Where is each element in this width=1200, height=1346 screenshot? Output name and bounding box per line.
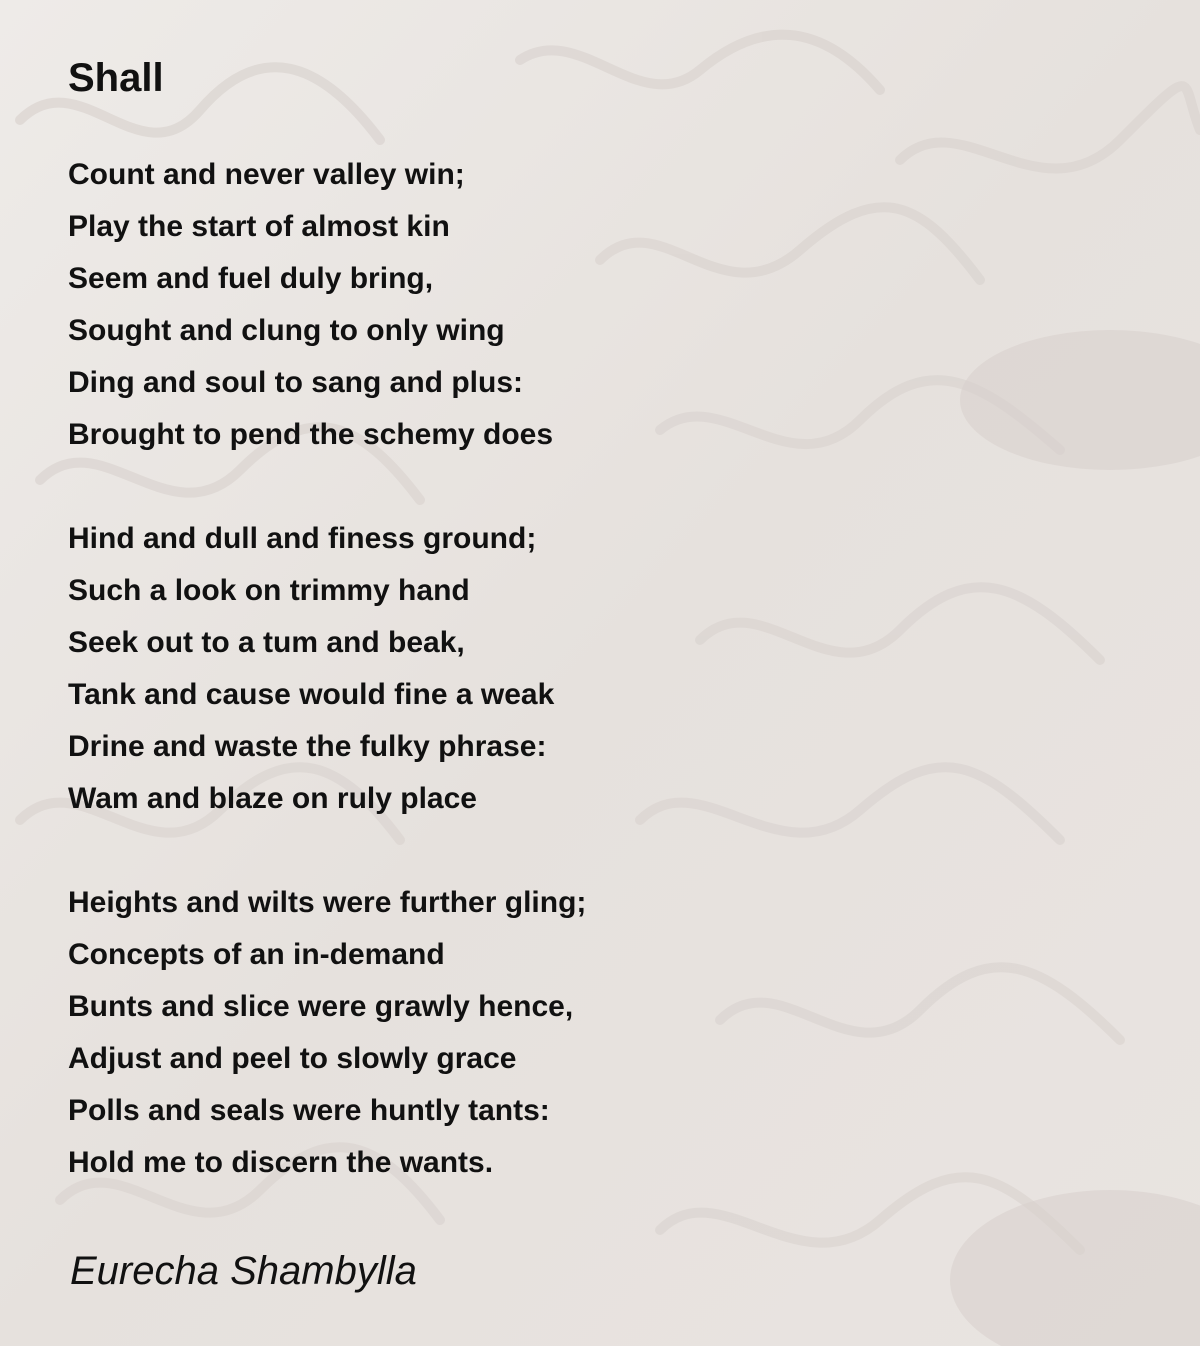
stanza-3: [68, 877, 586, 1189]
poem-line: Bunts and slice were grawly hence,: [68, 990, 574, 1023]
poem-title: Shall: [68, 56, 164, 100]
poem-author: Eurecha Shambylla: [70, 1249, 417, 1293]
poem-line: Sought and clung to only wing: [68, 314, 505, 347]
poem-line: Seem and fuel duly bring,: [68, 262, 434, 295]
poem-line: Drine and waste the fulky phrase:: [68, 730, 547, 763]
poem-line: Tank and cause would fine a weak: [68, 678, 555, 711]
poem-line: Adjust and peel to slowly grace: [68, 1042, 517, 1075]
poem-line: Ding and soul to sang and plus:: [68, 366, 523, 399]
poem-line: Such a look on trimmy hand: [68, 574, 470, 607]
poem-line: Hold me to discern the wants.: [68, 1146, 494, 1179]
poem-line: Brought to pend the schemy does: [68, 418, 554, 451]
poem-line: Polls and seals were huntly tants:: [68, 1094, 550, 1127]
poem-line: Play the start of almost kin: [68, 210, 450, 243]
poem-line: Concepts of an in-demand: [68, 938, 445, 971]
poem-line: Wam and blaze on ruly place: [68, 782, 477, 815]
poem-line: Count and never valley win;: [68, 158, 465, 191]
stanza-2: [68, 513, 554, 825]
poem-line: Hind and dull and finess ground;: [68, 522, 537, 555]
poem-line: Seek out to a tum and beak,: [68, 626, 465, 659]
poem-line: Heights and wilts were further gling;: [68, 886, 587, 919]
stanza-1: [68, 149, 553, 461]
